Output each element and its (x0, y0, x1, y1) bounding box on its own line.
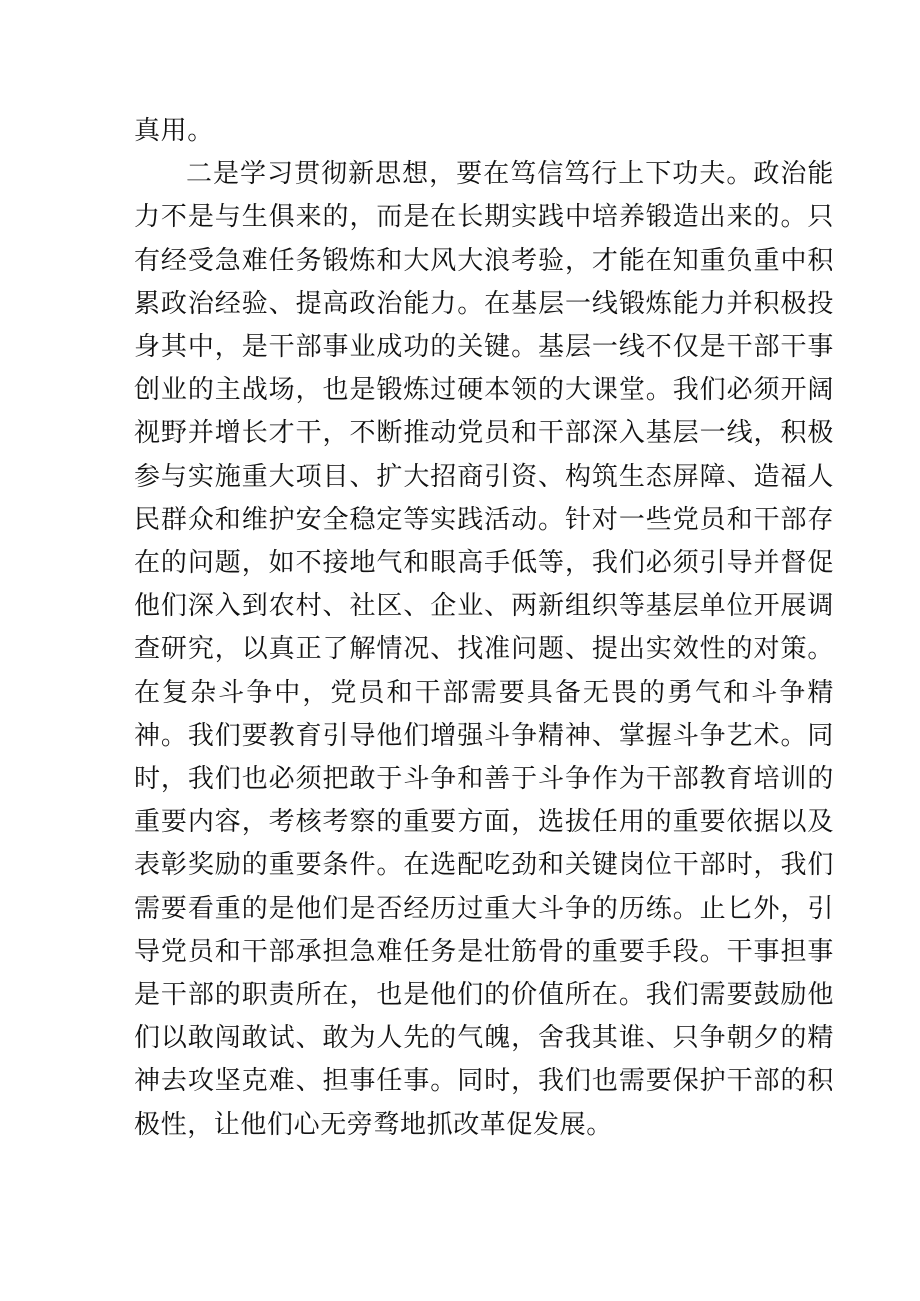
document-body (134, 110, 834, 1147)
paragraph-main: 二是学习贯彻新思想，要在笃信笃行上下功夫。政治能力不是与生俱来的，而是在长期实践中培养锻造出来的。只有经受急难任务锻炼和大风大浪考验，才能在知重负重中积累政治经验、提高政治能力。在基层一线锻炼能力并积极投身其中，是干部事业成功的关键。基层一线不仅是干部干事创业的主战场，也是锻炼过硬本领的大课堂。我们必须开阔视野并增长才干，不断推动党员和干部深入基层一线，积极参与实施重大项目、扩大招商引资、构筑生态屏障、造福人民群众和维护安全稳定等实践活动。针对一些党员和干部存在的问题，如不接地气和眼高手低等，我们必须引导并督促他们深入到农村、社区、企业、两新组织等基层单位开展调查研究，以真正了解情况、找准问题、提出实效性的对策。在复杂斗争中，党员和干部需要具备无畏的勇气和斗争精神。我们要教育引导他们增强斗争精神、掌握斗争艺术。同时，我们也必须把敢于斗争和善于斗争作为干部教育培训的重要内容，考核考察的重要方面，选拔任用的重要依据以及表彰奖励的重要条件。在选配吃劲和关键岗位干部时，我们需要看重的是他们是否经历过重大斗争的历练。止匕外，引导党员和干部承担急难任务是壮筋骨的重要手段。干事担事是干部的职责所在，也是他们的价值所在。我们需要鼓励他们以敢闯敢试、敢为人先的气魄，舍我其谁、只争朝夕的精神去攻坚克难、担事任事。同时，我们也需要保护干部的积极性，让他们心无旁骛地抓改革促发展。 (134, 159, 834, 1140)
paragraph-continuation: 真用。 (134, 116, 214, 146)
